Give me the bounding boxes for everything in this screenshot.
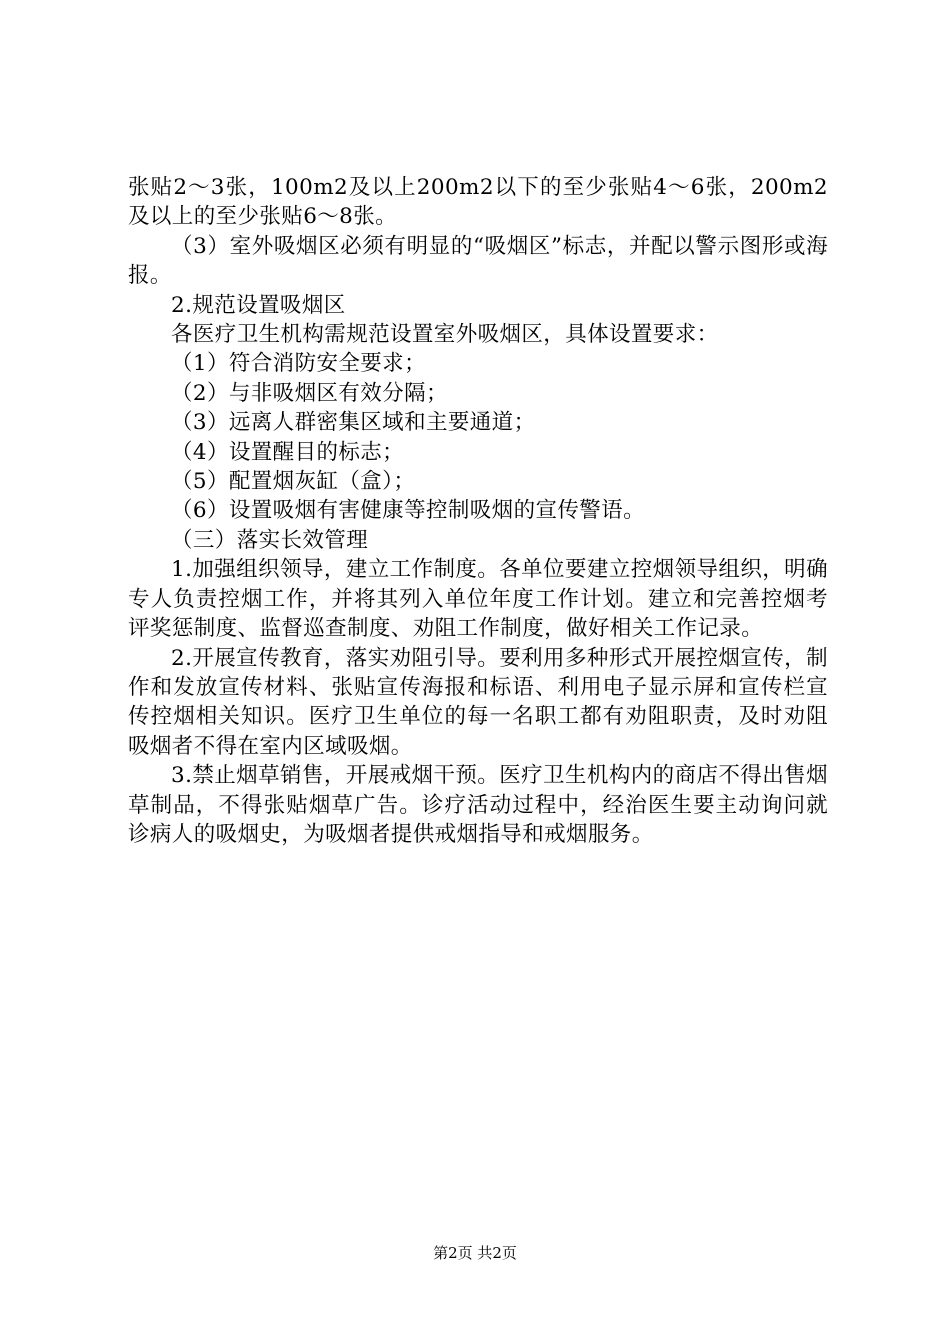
paragraph-outdoor-smoking-sign: （3）室外吸烟区必须有明显的“吸烟区”标志，并配以警示图形或海报。: [128, 233, 828, 289]
list-item-ashtray: （5）配置烟灰缸（盒）；: [171, 469, 416, 495]
list-item-separation: （2）与非吸烟区有效分隔；: [171, 380, 448, 406]
paragraph-setup-requirements: 各医疗卫生机构需规范设置室外吸烟区，具体设置要求：: [171, 322, 719, 348]
section-heading-smoking-area: 2.规范设置吸烟区: [171, 292, 346, 318]
paragraph-continuation: 张贴2～3张，100m2及以上200m2以下的至少张贴4～6张，200m2及以上的至少张贴6～8张。: [128, 175, 828, 230]
document-body: [128, 173, 828, 849]
page-number-footer: 第2页 共2页: [433, 1244, 517, 1262]
list-item-fire-safety: （1）符合消防安全要求；: [171, 351, 426, 377]
list-item-signage: （4）设置醒目的标志；: [171, 439, 405, 465]
section-heading-long-term-management: （三）落实长效管理: [171, 527, 369, 553]
list-item-warning-slogans: （6）设置吸烟有害健康等控制吸烟的宣传警语。: [171, 498, 645, 524]
paragraph-publicity-education: 2.开展宣传教育，落实劝阻引导。要利用多种形式开展控烟宣传，制作和发放宣传材料、张贴宣传海报和标语、利用电子显示屏和宣传栏宣传控烟相关知识。医疗卫生单位的每一名职工都有劝阻职责，及时劝阻吸烟者不得在室内区域吸烟。: [128, 645, 828, 759]
paragraph-tobacco-sales-ban: 3.禁止烟草销售，开展戒烟干预。医疗卫生机构内的商店不得出售烟草制品，不得张贴烟草广告。诊疗活动过程中，经治医生要主动询问就诊病人的吸烟史，为吸烟者提供戒烟指导和戒烟服务。: [128, 763, 828, 847]
list-item-away-from-crowds: （3）远离人群密集区域和主要通道；: [171, 410, 536, 436]
paragraph-organization-leadership: 1.加强组织领导，建立工作制度。各单位要建立控烟领导组织，明确专人负责控烟工作，并将其列入单位年度工作计划。建立和完善控烟考评奖惩制度、监督巡查制度、劝阻工作制度，做好相关工作记录。: [128, 557, 828, 642]
